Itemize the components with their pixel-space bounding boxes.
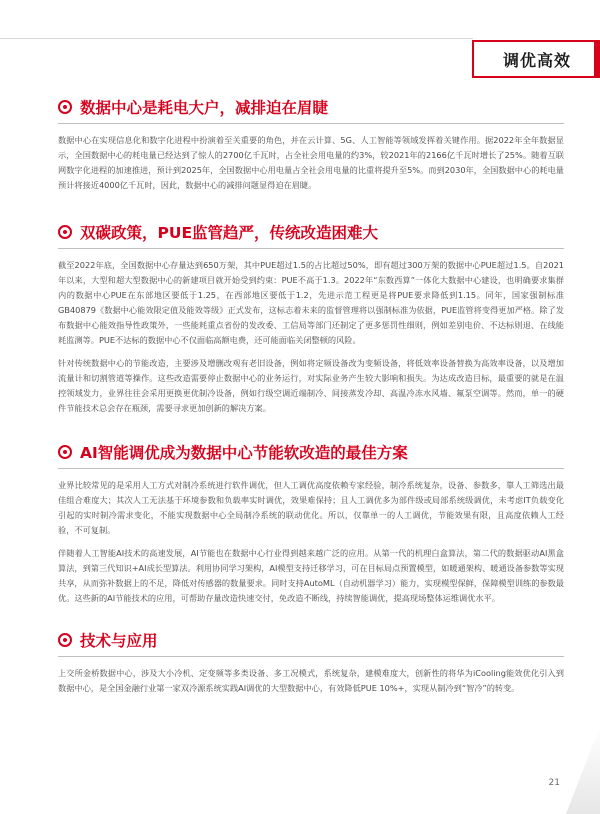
section-ai-tuning [58,441,564,614]
section-heading [58,441,564,463]
paragraph: 业界比较常见的是采用人工方式对制冷系统进行软件调优，但人工调优高度依赖专家经验，制冷系统复杂，设备、参数多，靠人工筛选出最佳组合难度大；其次人工无法基于环境参数和负载率实时调优，效果难保持；且人工调优多为部件级或局部系统级调优，未考虑IT负载变化引起的实时制冷需求变化，不能实现数据中心全局制冷系统的联动优化。所以，仅靠单一的人工调优，节能效果有限，且高度依赖人工经验，不可复制。 [58,480,564,535]
paragraph: 上交所金桥数据中心，涉及大小冷机、定变频等多类设备、多工况模式，系统复杂，建模难度大，创新性的将华为iCooling能效优化引入到数据中心，是全国金融行业第一家双冷源系统实践AI调优的大型数据中心，有效降低PUE 10%+，实现从制冷到“智冷”的转变。 [58,668,564,693]
chapter-tag-label: 调优高效 [502,50,571,70]
chapter-tag [472,40,600,78]
page-corner-decoration [566,726,600,814]
paragraph: 截至2022年底，全国数据中心存量达到650万架，其中PUE超过1.5的占比超过50%，即有超过300万架的数据中心PUE超过1.5。自2021年以来，大型和超大型数据中心的新建项目就开始受到约束：PUE不高于1.3。2022年“东数西算”一体化大数据中心建设，也明确要求集群内的数据中心PUE在东部地区要低于1.25，在西部地区要低于1.2，先进示范工程更是将PUE要求降低到1.15。同年，国家强制标准GB40879《数据中心能效限定值及能效等级》正式发布，这标志着未来的监督管理将以强制标准为依据，PUE监管将变得更加严格。除了发布数据中心能效指导性政策外，一些能耗重点省份的发改委、工信局等部门还制定了更多惩罚性细则，例如差别电价、不达标则退、在线能耗监测等。PUE不达标的数据中心不仅面临高额电费，还可能面临关闭整顿的风险。 [58,260,564,345]
page-number: 21 [548,778,560,788]
target-icon [58,225,72,239]
paragraph: 针对传统数据中心的节能改造，主要涉及增删改观有老旧设备，例如将定频设备改为变频设备，将低效率设备替换为高效率设备，以及增加流量计和切割管道等操作。这些改造需要停止数据中心的业务运行，对实际业务产生较大影响和损失。为达成改造目标，最重要的就是在温控领域发力，业界往往会采用更换更优制冷设备，例如行级空调近端制冷、间接蒸发冷却、高温冷冻水风墙、氟泵空调等。然而，单一的硬件节能技术总会存在瓶颈，需要寻求更加创新的解决方案。 [58,358,564,414]
section-divider [58,123,564,124]
header-rule [0,38,473,39]
paragraph: 伴随着人工智能AI技术的高速发展，AI节能也在数据中心行业得到越来越广泛的应用。从第一代的机理白盒算法，第二代的数据驱动AI黑盒算法，到第三代知识+AI成长型算法。利用协同学习架构，AI模型支持迁移学习，可在目标局点预置模型，如暖通架构、暖通设备参数等实现共享，从而弥补数据上的不足，降低对传感器的数量要求。同时支持AutoML（自动机器学习）能力，实现模型保鲜，保障模型训练的参数最优。这些新的AI节能技术的应用，可帮助存量改造快速交付，免改造不断线，持续智能调优，提高现场整体运维调优水平。 [58,548,564,604]
target-icon [58,445,72,459]
section-dual-carbon-policy [58,221,564,424]
section-heading [58,629,564,651]
target-icon [58,100,72,114]
section-title: 数据中心是耗电大户，减排迫在眉睫 [80,99,329,117]
section-title: 双碳政策，PUE监管趋严，传统改造困难大 [80,224,379,242]
section-divider [58,656,564,657]
section-divider [58,468,564,469]
section-title: AI智能调优成为数据中心节能软改造的最佳方案 [80,444,408,462]
section-power-consumption [58,96,564,201]
section-heading [58,96,564,118]
target-icon [58,633,72,647]
section-technology-application [58,629,564,704]
section-heading [58,221,564,243]
chapter-tag-accent [594,40,600,78]
section-divider [58,248,564,249]
section-title: 技术与应用 [80,632,158,650]
paragraph: 数据中心在实现信息化和数字化进程中扮演着至关重要的角色，并在云计算、5G、人工智能等领域发挥着关键作用。据2022年全年数据显示，全国数据中心的耗电量已经达到了惊人的2700亿千瓦时，占全社会用电量的约3%，较2021年的2166亿千瓦时增长了25%。随着互联网数字化进程的加速推进，预计到2025年，全国数据中心用电量占全社会用电量的比重将提升至5%。而到2030年，全国数据中心的耗电量预计将接近4000亿千瓦时，因此，数据中心的减排问题显得迫在眉睫。 [58,135,564,190]
